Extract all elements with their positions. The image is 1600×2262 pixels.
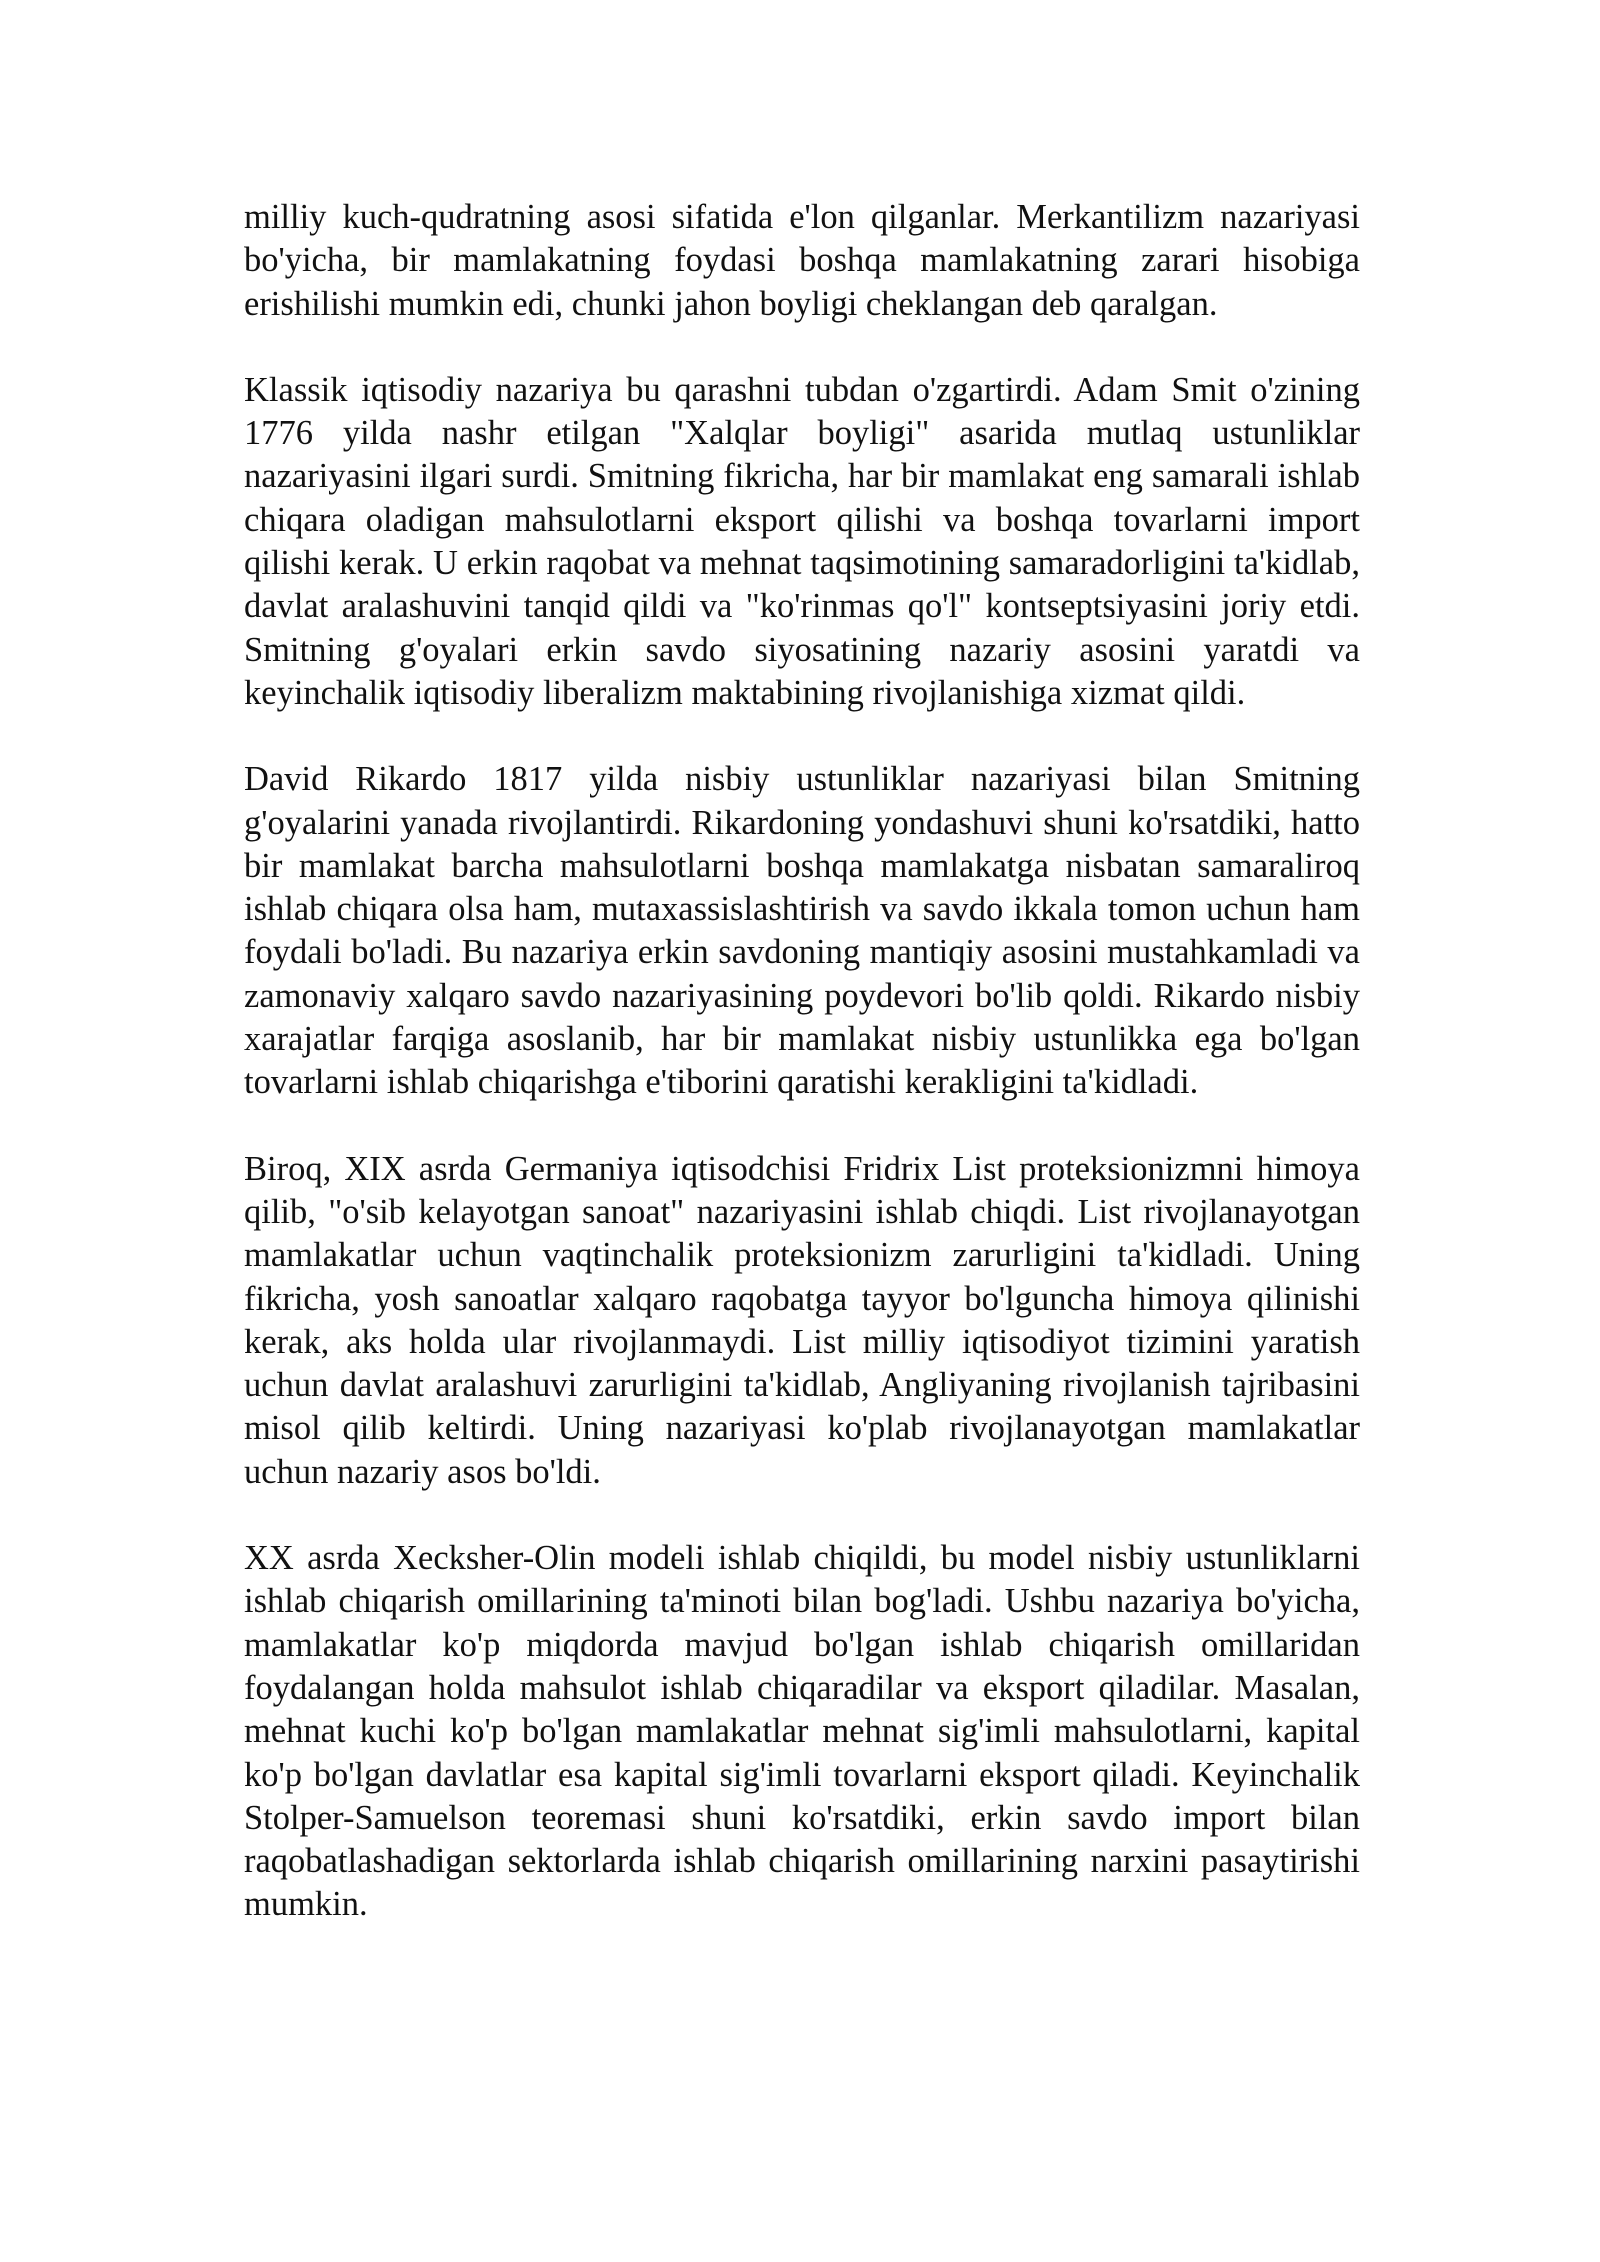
document-body <box>244 196 1360 1970</box>
paragraph-5: XX asrda Xecksher-Olin modeli ishlab chiqildi, bu model nisbiy ustunliklarni ishlab chiqarish omillarining ta'minoti bilan bog'ladi. Ushbu nazariya bo'yicha, mamlakatlar ko'p miqdorda mavjud bo'lgan ishlab chiqarish omillaridan foydalangan holda mahsulot ishlab chiqaradilar va eksport qiladilar. Masalan, mehnat kuchi ko'p bo'lgan mamlakatlar mehnat sig'imli mahsulotlarni, kapital ko'p bo'lgan davlatlar esa kapital sig'imli tovarlarni eksport qiladi. Keyinchalik Stolper-Samuelson teoremasi shuni ko'rsatdiki, erkin savdo import bilan raqobatlashadigan sektorlarda ishlab chiqarish omillarining narxini pasaytirishi mumkin. <box>244 1539 1360 1924</box>
paragraph-4: Biroq, XIX asrda Germaniya iqtisodchisi Fridrix List proteksionizmni himoya qilib, "o'sib kelayotgan sanoat" nazariyasini ishlab chiqdi. List rivojlanayotgan mamlakatlar uchun vaqtinchalik proteksionizm zarurligini ta'kidladi. Uning fikricha, yosh sanoatlar xalqaro raqobatga tayyor bo'lguncha himoya qilinishi kerak, aks holda ular rivojlanmaydi. List milliy iqtisodiyot tizimini yaratish uchun davlat aralashuvi zarurligini ta'kidlab, Angliyaning rivojlanish tajribasini misol qilib keltirdi. Uning nazariyasi ko'plab rivojlanayotgan mamlakatlar uchun nazariy asos bo'ldi. <box>244 1149 1360 1491</box>
paragraph-1: milliy kuch-qudratning asosi sifatida e'lon qilganlar. Merkantilizm nazariyasi bo'yicha, bir mamlakatning foydasi boshqa mamlakatning zarari hisobiga erishilishi mumkin edi, chunki jahon boyligi cheklangan deb qaralgan. <box>244 198 1360 323</box>
paragraph-2: Klassik iqtisodiy nazariya bu qarashni tubdan o'zgartirdi. Adam Smit o'zining 1776 yilda nashr etilgan "Xalqlar boyligi" asarida mutlaq ustunliklar nazariyasini ilgari surdi. Smitning fikricha, har bir mamlakat eng samarali ishlab chiqara oladigan mahsulotlarni eksport qilishi va boshqa tovarlarni import qilishi kerak. U erkin raqobat va mehnat taqsimotining samaradorligini ta'kidlab, davlat aralashuvini tanqid qildi va "ko'rinmas qo'l" kontseptsiyasini joriy etdi. Smitning g'oyalari erkin savdo siyosatining nazariy asosini yaratdi va keyinchalik iqtisodiy liberalizm maktabining rivojlanishiga xizmat qildi. <box>244 370 1360 712</box>
paragraph-3: David Rikardo 1817 yilda nisbiy ustunliklar nazariyasi bilan Smitning g'oyalarini yanada rivojlantirdi. Rikardoning yondashuvi shuni ko'rsatdiki, hatto bir mamlakat barcha mahsulotlarni boshqa mamlakatga nisbatan samaraliroq ishlab chiqara olsa ham, mutaxassislashtirish va savdo ikkala tomon uchun ham foydali bo'ladi. Bu nazariya erkin savdoning mantiqiy asosini mustahkamladi va zamonaviy xalqaro savdo nazariyasining poydevori bo'lib qoldi. Rikardo nisbiy xarajatlar farqiga asoslanib, har bir mamlakat nisbiy ustunlikka ega bo'lgan tovarlarni ishlab chiqarishga e'tiborini qaratishi kerakligini ta'kidladi. <box>244 760 1360 1102</box>
